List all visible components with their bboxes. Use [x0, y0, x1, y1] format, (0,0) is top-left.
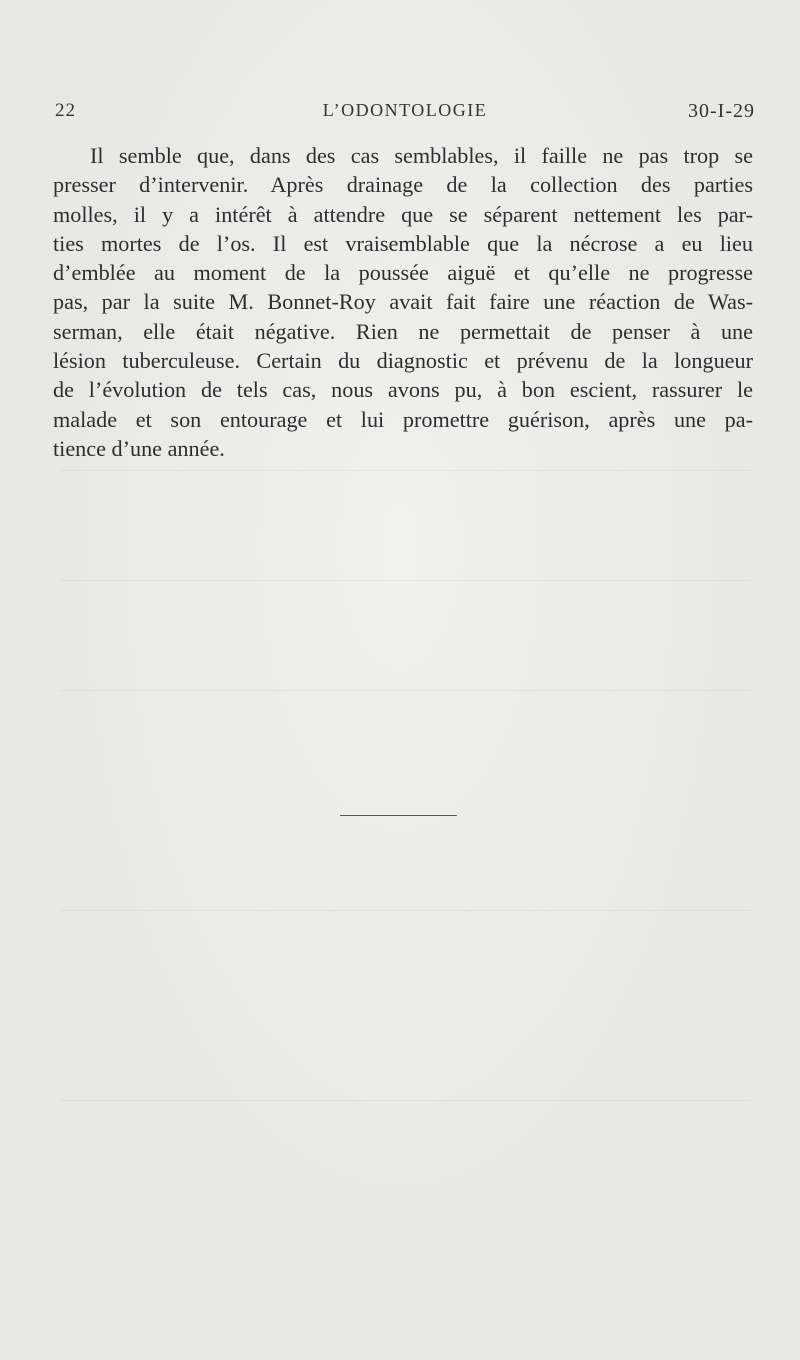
text-line: de l’évolution de tels cas, nous avons pu, à bon escient, rassurer le: [53, 377, 753, 403]
page-number: 22: [55, 100, 76, 121]
running-head: [55, 100, 755, 130]
issue-date: 30-I-29: [688, 100, 755, 122]
text-line: ties mortes de l’os. Il est vraisemblable que la nécrose a eu lieu: [53, 230, 753, 256]
text-line: lésion tuberculeuse. Certain du diagnostic et prévenu de la longueur: [53, 348, 753, 374]
show-through-line: [60, 690, 750, 691]
show-through-line: [60, 1100, 750, 1101]
show-through-line: [60, 580, 750, 581]
body-paragraph: [53, 141, 753, 463]
text-line: pas, par la suite M. Bonnet-Roy avait fait faire une réaction de Was-: [53, 289, 753, 315]
text-line: presser d’intervenir. Après drainage de la collection des parties: [53, 172, 753, 198]
text-line: malade et son entourage et lui promettre guérison, après une pa-: [53, 406, 753, 432]
text-line: serman, elle était négative. Rien ne permettait de penser à une: [53, 318, 753, 344]
text-line: tience d’une année.: [53, 435, 225, 461]
show-through-line: [60, 910, 750, 911]
journal-title: L’ODONTOLOGIE: [322, 100, 488, 120]
text-line: molles, il y a intérêt à attendre que se séparent nettement les par-: [53, 201, 753, 227]
text-line: Il semble que, dans des cas semblables, il faille ne pas trop se: [90, 143, 753, 168]
text-line: d’emblée au moment de la poussée aiguë et qu’elle ne progresse: [53, 260, 753, 286]
section-divider: [340, 815, 457, 816]
show-through-line: [60, 470, 750, 471]
